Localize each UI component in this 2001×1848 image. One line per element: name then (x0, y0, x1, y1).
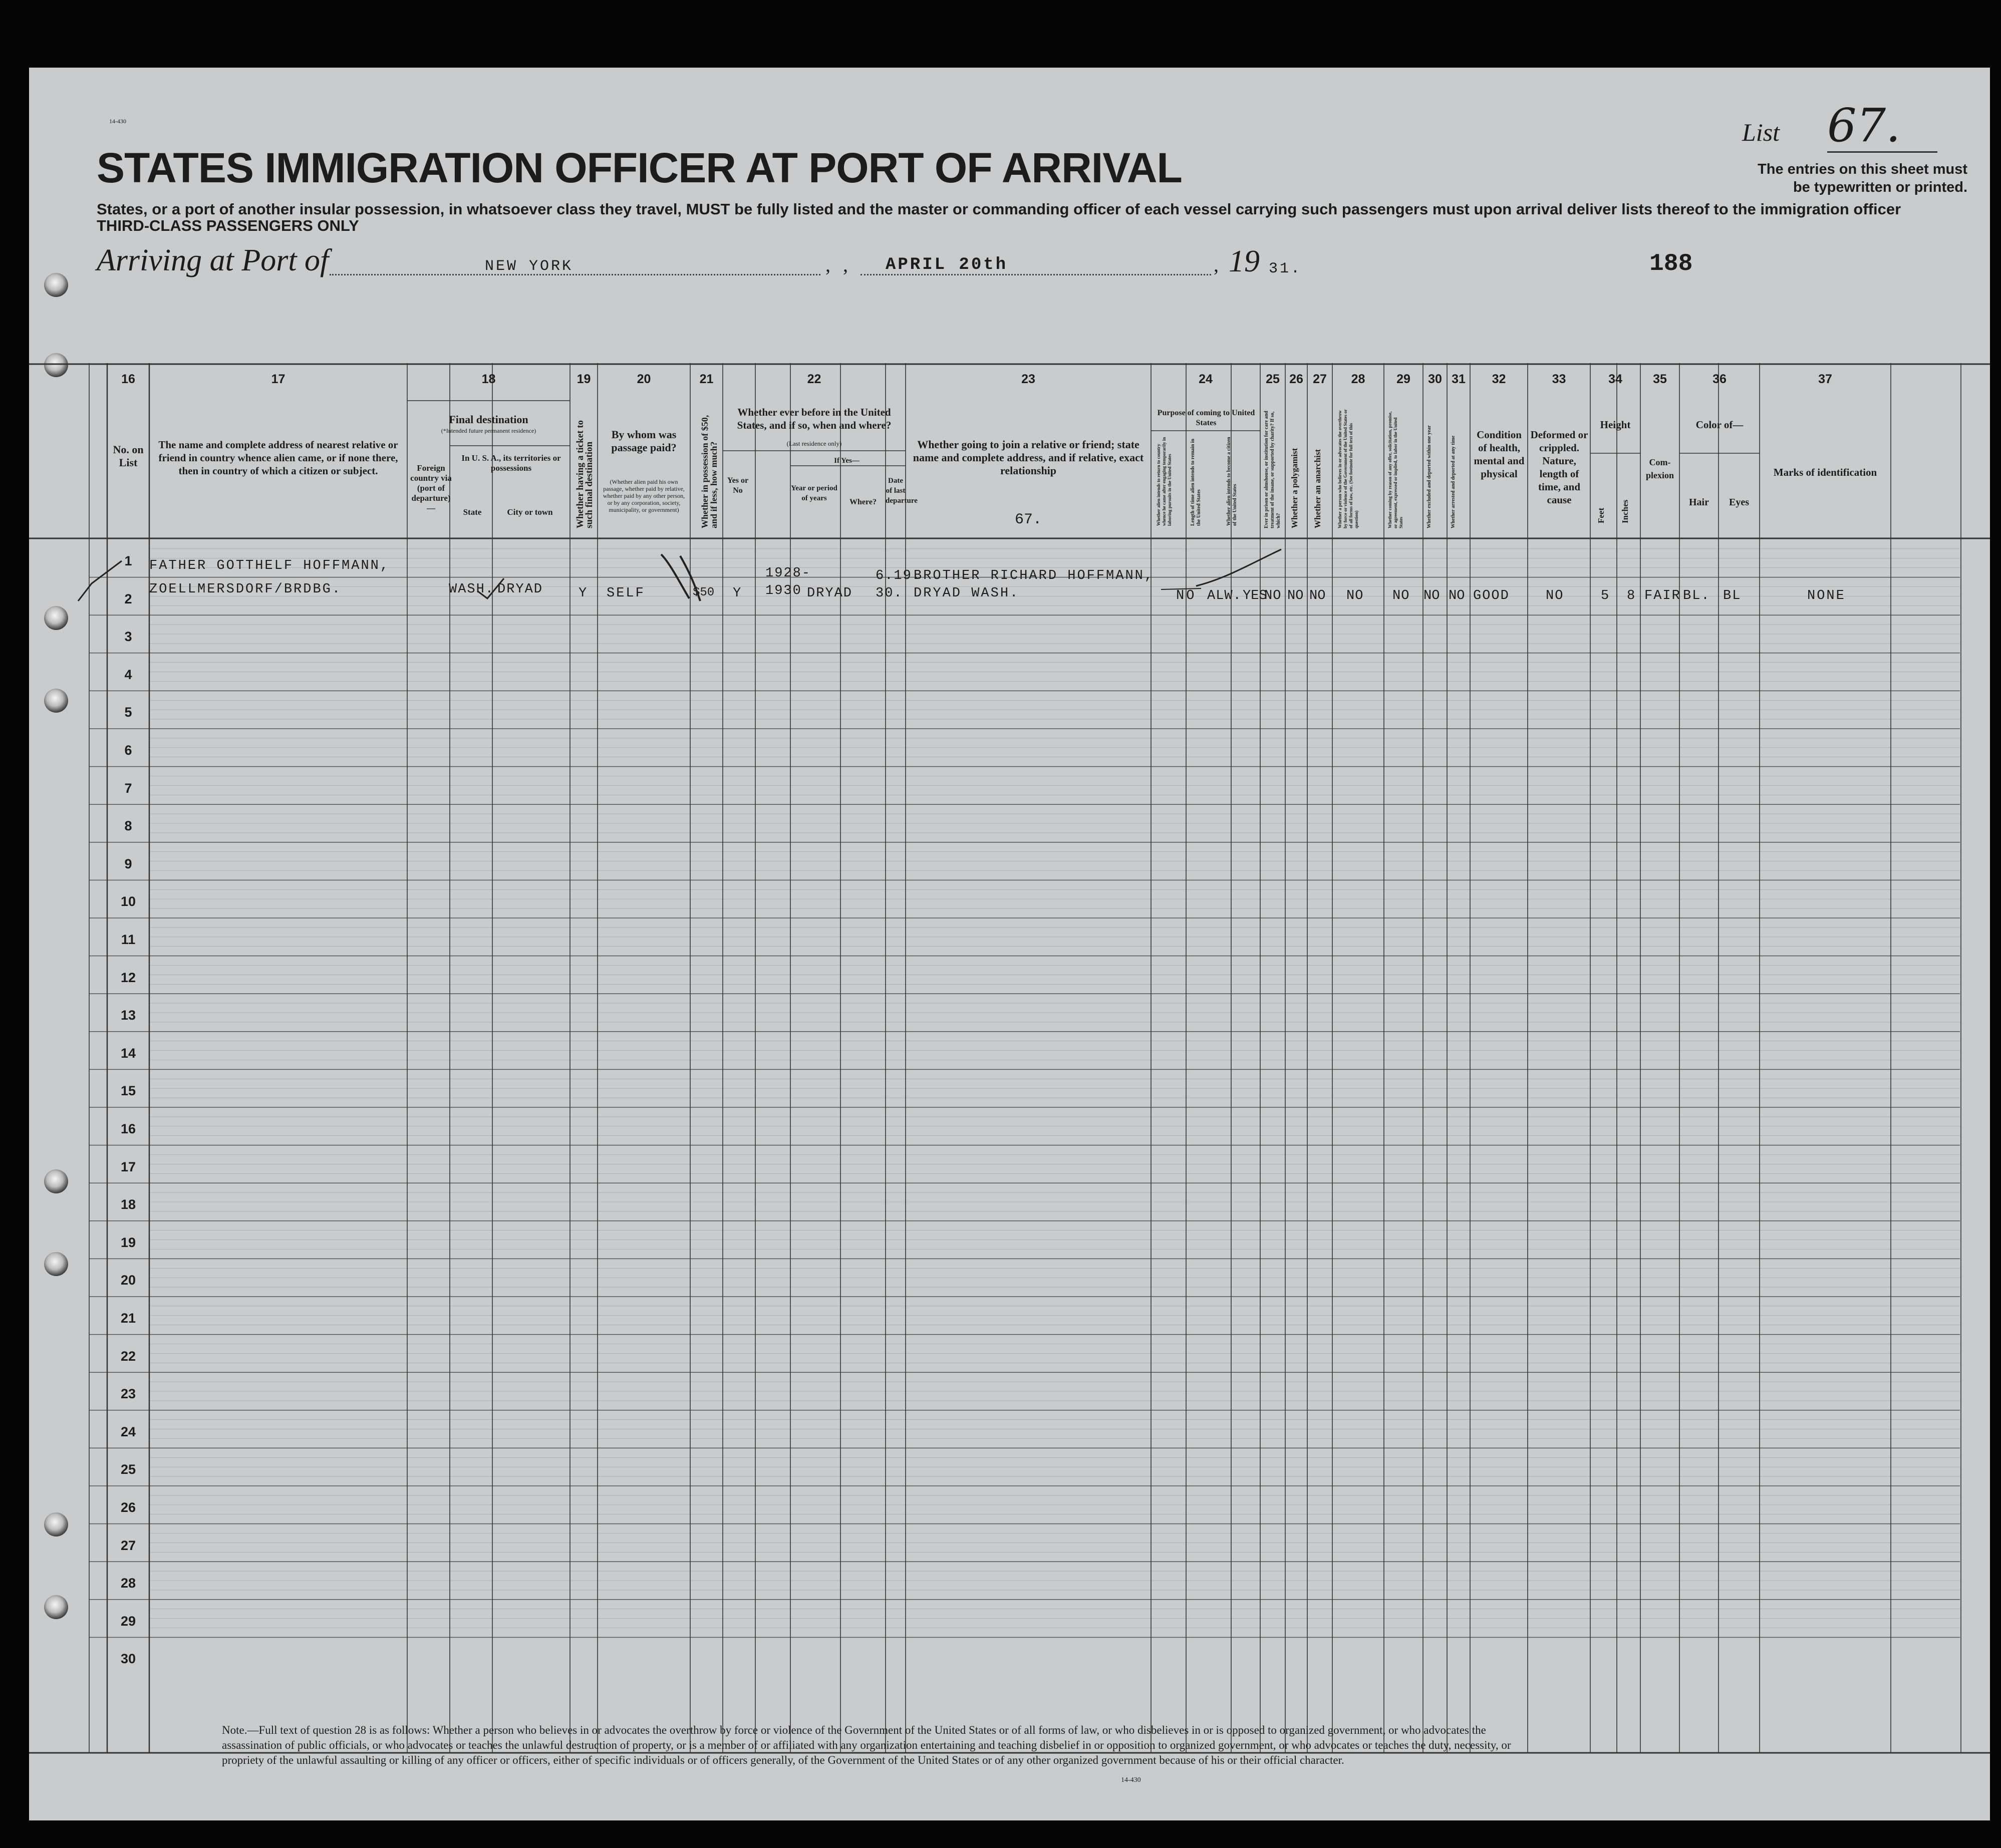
col-num-36: 36 (1712, 372, 1727, 386)
port-underline (330, 274, 820, 275)
entry-arrested: NO (1449, 588, 1465, 603)
header-health: Condition of health, mental and physical (1474, 429, 1525, 480)
manifest-table (29, 363, 1990, 1760)
entry-prison: NO (1264, 588, 1282, 603)
footer-form-code: 14-430 (1121, 1776, 1141, 1784)
row-number: 15 (120, 1083, 136, 1099)
row-number: 10 (120, 894, 136, 909)
header-hair: Hair (1689, 497, 1709, 508)
entry-relative-line-1: FATHER GOTTHELF HOFFMANN, (149, 558, 390, 573)
manifest-sheet (29, 68, 1990, 1820)
header-purpose-return: Whether alien intends to return to country whence he came after engaging temporarily in laboring pursuits in the United States (1156, 437, 1172, 526)
header-ever-before: Whether ever before in the United States, and if so, when and where? (737, 406, 892, 431)
entries-note (1657, 160, 1967, 196)
col-num-30: 30 (1428, 372, 1442, 386)
col-num-37: 37 (1818, 372, 1832, 386)
row-number: 7 (124, 780, 132, 796)
col-num-34: 34 (1608, 372, 1622, 386)
entry-paid-by: SELF (607, 586, 645, 601)
year-suffix: 31. (1269, 260, 1302, 277)
header-if-yes: If Yes— (834, 457, 860, 465)
header-feet: Feet (1596, 507, 1606, 523)
header-passage-paid-sub: (Whether alien paid his own passage, whether paid by relative, whether paid by any other person, or by any corporation, society, municipality, or government) (603, 478, 685, 513)
comma-2: , (843, 253, 848, 276)
header-height: Height (1600, 419, 1631, 431)
row-number: 9 (124, 856, 132, 871)
header-marks: Marks of identification (1773, 466, 1877, 478)
row-number: 4 (124, 667, 132, 682)
header-date-departure: Date of last departure (886, 477, 918, 505)
entry-years-1: 1928- (765, 566, 811, 581)
class-line: THIRD-CLASS PASSENGERS ONLY (97, 217, 359, 234)
header-in-usa: In U. S. A., its territories or possessions (461, 453, 561, 473)
header-no-on-list: No. on List (113, 443, 144, 469)
entry-join-line-2: DRYAD WASH. (914, 586, 1020, 601)
row-number: 2 (124, 591, 132, 606)
row-number: 5 (124, 705, 132, 720)
row-number: 13 (120, 1008, 136, 1023)
page-title: STATES IMMIGRATION OFFICER AT PORT OF ARRIVAL (97, 144, 1182, 191)
row-number: 28 (120, 1576, 136, 1591)
entry-departure-1: 6.19. (876, 568, 922, 583)
header-purpose-citizen: Whether alien intends to become a citizen of the United States (1226, 437, 1238, 526)
entry-ticket: Y (579, 586, 589, 601)
row-number: 24 (120, 1424, 136, 1439)
header-overthrow: Whether a person who believes in or advocates the overthrow by force or violence of the Government of the United States or of all forms of law, etc. (See footnote for full text of this question) (1337, 409, 1359, 528)
entry-return: NO (1176, 588, 1197, 603)
header-join-relative: Whether going to join a relative or friend; state name and complete address, and if relative, exact relationship (913, 438, 1144, 477)
header-inches: Inches (1620, 499, 1630, 523)
header-where: Where? (849, 498, 877, 506)
entry-labor: NO (1392, 588, 1410, 603)
header-purpose: Purpose of coming to United States (1157, 409, 1255, 427)
header-final-destination: Final destination (449, 413, 528, 426)
col-num-22: 22 (807, 372, 821, 386)
handwritten-check-marks (29, 363, 1990, 664)
col-num-32: 32 (1492, 372, 1506, 386)
header-city: City or town (507, 507, 553, 517)
arriving-label: Arriving at Port of (97, 243, 329, 277)
row-number: 21 (120, 1311, 136, 1326)
col-num-20: 20 (637, 372, 651, 386)
header-ticket: Whether having a ticket to such final destination (575, 420, 595, 528)
header-join-stamp: 67. (1014, 511, 1042, 528)
row-number: 25 (120, 1462, 136, 1477)
header-eyes: Eyes (1729, 497, 1749, 508)
row-number: 29 (120, 1613, 136, 1629)
entry-where: DRYAD (807, 586, 853, 601)
col-num-33: 33 (1552, 372, 1566, 386)
col-num-35: 35 (1653, 372, 1667, 386)
intro-text: States, or a port of another insular possession, in whatsoever class they travel, MUST be fully listed and the master or commanding officer of each vessel carrying such passengers must upon arrival deliver lists thereof to the immigration officer (97, 200, 1901, 218)
header-final-destination-sub: (*Intended future permanent residence) (441, 427, 536, 434)
entry-before-yes: Y (733, 586, 743, 601)
header-deformed: Deformed or crippled. Nature, length of time, and cause (1530, 429, 1588, 506)
row-number: 18 (120, 1197, 136, 1212)
entry-eyes: BL (1723, 588, 1742, 603)
header-foreign-country: Foreign country via (port of departure)— (410, 463, 452, 513)
row-number: 23 (120, 1386, 136, 1402)
row-number: 27 (120, 1537, 136, 1553)
form-code-top: 14-430 (109, 118, 126, 125)
entry-overthrow: NO (1346, 588, 1364, 603)
punch-hole (44, 273, 68, 297)
row-number: 30 (120, 1651, 136, 1667)
header-last-residence: (Last residence only) (786, 440, 842, 447)
port-value: NEW YORK (485, 258, 574, 275)
header-excluded: Whether excluded and deported within one year (1426, 425, 1432, 528)
row-number: 12 (120, 970, 136, 985)
list-label: List (1742, 118, 1780, 146)
col-num-19: 19 (577, 372, 591, 386)
entry-deformed: NO (1546, 588, 1564, 603)
entry-health: GOOD (1473, 588, 1510, 603)
year-prefix: 19 (1229, 244, 1260, 278)
entry-inches: 8 (1627, 588, 1637, 603)
row-number: 11 (121, 932, 136, 947)
col-num-16: 16 (121, 372, 135, 386)
col-num-17: 17 (271, 372, 285, 386)
header-passage-paid: By whom was passage paid? (611, 428, 677, 454)
row-number: 1 (124, 553, 132, 568)
header-polygamist: Whether a polygamist (1290, 448, 1299, 528)
header-years: Year or period of years (791, 484, 837, 502)
col-num-26: 26 (1289, 372, 1303, 386)
entries-note-line-1: The entries on this sheet must (1758, 161, 1967, 177)
row-number: 26 (120, 1500, 136, 1515)
row-number: 19 (120, 1235, 136, 1250)
entry-anarchist: NO (1309, 588, 1326, 603)
comma-3: , (1214, 253, 1219, 276)
row-number: 3 (124, 629, 132, 645)
header-fifty-dollars: Whether in possession of $50, and if less, how much? (700, 415, 719, 528)
entry-money: $50 (693, 586, 715, 599)
row-number: 8 (124, 818, 132, 834)
entry-length: ALW. (1207, 588, 1242, 603)
col-num-23: 23 (1021, 372, 1035, 386)
header-yes-no: Yes or No (727, 476, 749, 495)
entry-citizen: YES (1243, 588, 1267, 603)
col-num-21: 21 (699, 372, 714, 386)
footnote: Note.—Full text of question 28 is as follows: Whether a person who believes in or advocates the overthrow by force or violence of the Government of the United States or of all forms of law, or who disbelieves in or is opposed to organized government, or who advocates the assassination of public officials, or who advocates or teaches the unlawful destruction of property, or is a member of or affiliated with any organization entertaining and teaching disbelief in or opposition to organized government, or who advocates or teaches the duty, necessity, or propriety of the unlawful assaulting or killing of any officer or officers, either of specific individuals or of officers generally, of the Government of the United States or of any other organized government because of his or their official character. (222, 1724, 1511, 1766)
entry-years-2: 1930 (765, 583, 802, 598)
header-purpose-length: Length of time alien intends to remain in the United States (1190, 439, 1202, 526)
row-number: 16 (120, 1121, 136, 1136)
comma-1: , (825, 253, 830, 276)
row-number: 20 (120, 1273, 136, 1288)
col-num-18: 18 (481, 372, 496, 386)
col-num-29: 29 (1396, 372, 1410, 386)
entry-hair: BL. (1683, 588, 1710, 603)
header-anarchist: Whether an anarchist (1313, 449, 1322, 528)
entries-note-line-2: be typewritten or printed. (1793, 179, 1967, 195)
row-number: 22 (120, 1348, 136, 1364)
entry-city: DRYAD (497, 582, 543, 597)
header-state: State (463, 507, 482, 517)
entry-join-line-1: BROTHER RICHARD HOFFMANN, (914, 568, 1155, 583)
entry-relative-line-2: ZOELLMERSDORF/BRDBG. (149, 582, 342, 597)
entry-polygamist: NO (1287, 588, 1304, 603)
header-arrested: Whether arrested and deported at any time (1451, 435, 1456, 528)
entry-marks: NONE (1807, 588, 1846, 603)
row-number: 6 (124, 743, 132, 758)
entry-feet: 5 (1601, 588, 1611, 603)
entry-complexion: FAIR (1644, 588, 1681, 603)
entry-excluded: NO (1423, 588, 1440, 603)
header-color-of: Color of— (1695, 419, 1744, 431)
date-value: APRIL 20th (886, 255, 1008, 274)
col-num-27: 27 (1313, 372, 1327, 386)
col-num-31: 31 (1452, 372, 1466, 386)
page-number: 188 (1649, 250, 1693, 277)
header-prison: Ever in prison or almshouse, or institution for care and treatment of the insane, or supported by charity? If so, which? (1264, 411, 1281, 528)
list-number: 67. (1827, 99, 1937, 153)
header-relative: The name and complete address of nearest relative or friend in country whence alien came, or if none there, then in country of which a citizen or subject. (158, 439, 398, 477)
entry-state: WASH. (449, 582, 495, 597)
col-num-28: 28 (1351, 372, 1365, 386)
row-number: 14 (120, 1045, 136, 1061)
col-num-25: 25 (1266, 372, 1280, 386)
header-complexion: Com-plexion (1645, 457, 1674, 480)
row-number: 17 (120, 1159, 136, 1174)
col-num-24: 24 (1199, 372, 1213, 386)
header-labor-offer: Whether coming by reason of any offer, solicitation, promise, or agreement, expressed or implied, to labor in the United States (1387, 411, 1403, 528)
entry-departure-2: 30. (876, 586, 903, 601)
